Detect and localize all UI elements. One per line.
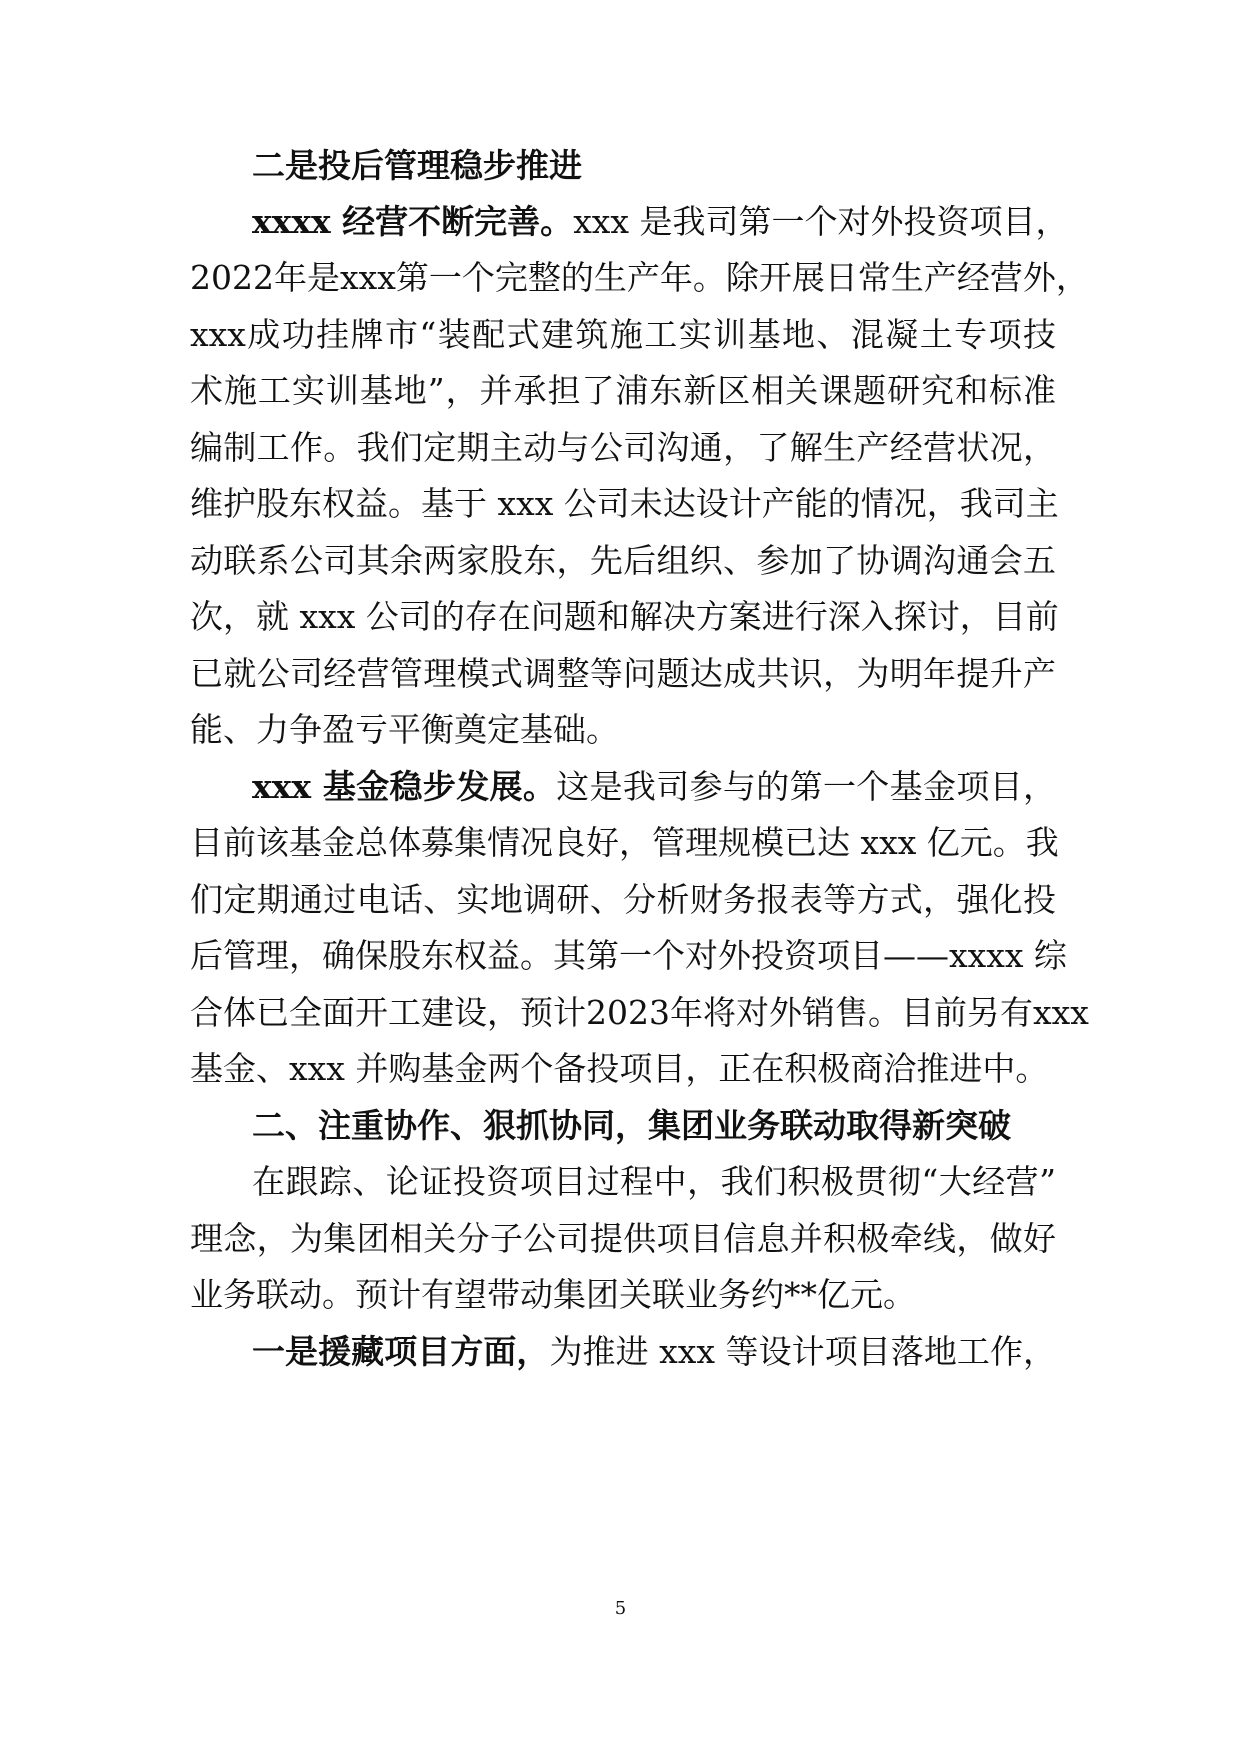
paragraph-line: 合体已全面开工建设，预计2023年将对外销售。目前另有xxx xyxy=(190,993,1089,1032)
paragraph-text: xxx 是我司第一个对外投资项目， xyxy=(573,202,1069,241)
paragraph-line: 能、力争盈亏平衡奠定基础。 xyxy=(190,710,619,749)
paragraph-lead: xxxx 经营不断完善。 xyxy=(252,202,574,241)
paragraph-text: 为推进 xxx 等设计项目落地工作， xyxy=(549,1332,1057,1371)
paragraph-lead: 一是援藏项目方面， xyxy=(252,1332,550,1371)
paragraph-line: 们定期通过电话、实地调研、分析财务报表等方式，强化投 xyxy=(190,880,1056,919)
section-heading-post-investment: 二是投后管理稳步推进 xyxy=(252,146,582,185)
page-number: 5 xyxy=(614,1598,627,1619)
paragraph-line: 已就公司经营管理模式调整等问题达成共识，为明年提升产 xyxy=(190,654,1056,693)
paragraph-line: 后管理，确保股东权益。其第一个对外投资项目——xxxx 综 xyxy=(190,936,1067,975)
paragraph-lead: xxx 基金稳步发展。 xyxy=(252,767,557,806)
paragraph-line: 理念，为集团相关分子公司提供项目信息并积极牵线，做好 xyxy=(190,1219,1056,1258)
paragraph-line xyxy=(252,202,1069,242)
paragraph-line: 2022年是xxx第一个完整的生产年。除开展日常生产经营外， xyxy=(190,258,1089,297)
paragraph-line: 维护股东权益。基于 xxx 公司未达设计产能的情况，我司主 xyxy=(190,484,1059,523)
paragraph-line: xxx成功挂牌市“装配式建筑施工实训基地、混凝土专项技 xyxy=(190,315,1056,354)
paragraph-line: 在跟踪、论证投资项目过程中，我们积极贯彻“大经营” xyxy=(252,1162,1056,1201)
paragraph-line: 动联系公司其余两家股东，先后组织、参加了协调沟通会五 xyxy=(190,541,1056,580)
paragraph-line: 基金、xxx 并购基金两个备投项目，正在积极商洽推进中。 xyxy=(190,1049,1049,1088)
paragraph-line: 术施工实训基地”，并承担了浦东新区相关课题研究和标准 xyxy=(190,371,1056,410)
paragraph-line: 目前该基金总体募集情况良好，管理规模已达 xxx 亿元。我 xyxy=(190,823,1059,862)
paragraph-line: 编制工作。我们定期主动与公司沟通，了解生产经营状况， xyxy=(190,428,1056,467)
paragraph-text: 这是我司参与的第一个基金项目， xyxy=(556,767,1056,806)
paragraph-line: 次，就 xxx 公司的存在问题和解决方案进行深入探讨，目前 xyxy=(190,597,1059,636)
section-heading-collaboration: 二、注重协作、狠抓协同，集团业务联动取得新突破 xyxy=(252,1106,1011,1145)
paragraph-line xyxy=(252,1332,1056,1372)
paragraph-line xyxy=(252,767,1056,807)
paragraph-line: 业务联动。预计有望带动集团关联业务约**亿元。 xyxy=(190,1275,916,1314)
